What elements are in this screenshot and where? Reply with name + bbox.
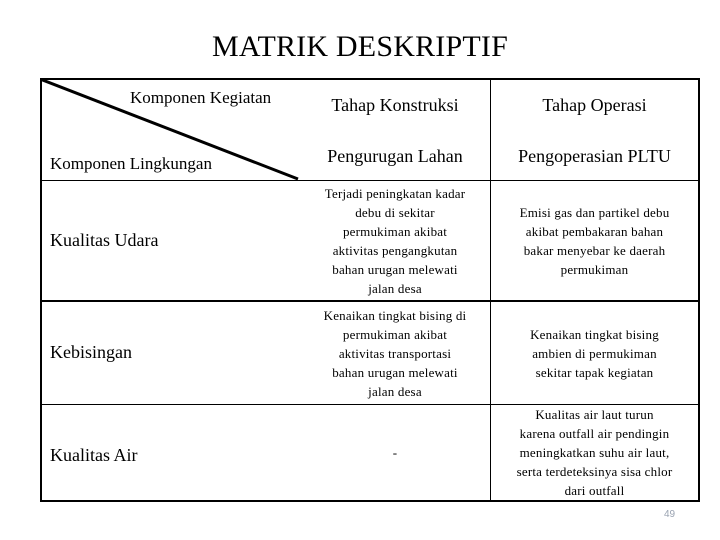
page-number: 49 <box>664 509 676 520</box>
cell-line: debu di sekitar <box>355 204 435 220</box>
cell-line: bahan urugan melewati <box>332 364 458 380</box>
row-label-water-quality: Kualitas Air <box>50 445 138 465</box>
cell-line: jalan desa <box>368 280 422 296</box>
cell-line: permukiman <box>560 261 629 277</box>
cell-line: bahan urugan melewati <box>332 261 458 277</box>
cell-line: Terjadi peningkatan kadar <box>324 185 466 201</box>
cell-noise-operation <box>491 302 698 404</box>
cell-text <box>517 405 673 500</box>
cell-water-operation <box>491 405 698 500</box>
cell-line: permukiman akibat <box>342 223 448 239</box>
cell-line: sekitar tapak kegiatan <box>535 364 654 380</box>
activity-operation: Pengoperasian PLTU <box>518 145 671 166</box>
cell-line: bakar menyebar ke daerah <box>523 242 666 258</box>
cell-air-construction <box>300 181 490 300</box>
cell-line: Kualitas air laut turun <box>535 407 654 422</box>
activity-construction: Pengurugan Lahan <box>327 145 463 166</box>
row-label-noise: Kebisingan <box>50 342 132 362</box>
cell-line: akibat pembakaran bahan <box>525 223 664 239</box>
corner-label-environment: Komponen Lingkungan <box>50 154 212 173</box>
cell-line: meningkatkan suhu air laut, <box>519 445 670 460</box>
cell-line: aktivitas transportasi <box>338 345 452 361</box>
cell-line: jalan desa <box>368 383 422 399</box>
row-label-air-quality: Kualitas Udara <box>50 230 159 250</box>
cell-air-operation <box>491 181 698 300</box>
cell-noise-construction <box>300 302 490 404</box>
cell-text <box>325 184 466 298</box>
cell-water-construction <box>300 405 490 500</box>
table-bottom-border <box>40 500 700 502</box>
cell-line: Kenaikan tingkat bising <box>530 326 659 342</box>
corner-label-activity: Komponen Kegiatan <box>130 88 272 107</box>
column-header-operation: Tahap Operasi <box>542 94 647 115</box>
cell-line: serta terdeteksinya sisa chlor <box>516 464 673 479</box>
table-right-border <box>698 78 700 502</box>
cell-line: permukiman akibat <box>342 326 448 342</box>
column-header-construction: Tahap Konstruksi <box>331 94 459 115</box>
cell-line: dari outfall <box>564 483 625 498</box>
cell-line: Kenaikan tingkat bising di <box>323 307 467 323</box>
cell-text <box>324 306 467 401</box>
table-left-border <box>40 78 42 502</box>
page-title: MATRIK DESKRIPTIF <box>212 30 508 63</box>
cell-line: karena outfall air pendingin <box>519 426 670 441</box>
cell-text <box>530 325 659 382</box>
cell-line: ambien di permukiman <box>532 345 657 361</box>
cell-line: aktivitas pengangkutan <box>332 242 458 258</box>
cell-line: - <box>392 445 398 460</box>
cell-text <box>520 203 670 279</box>
cell-line: Emisi gas dan partikel debu <box>519 204 670 220</box>
descriptive-matrix-table <box>40 78 700 502</box>
